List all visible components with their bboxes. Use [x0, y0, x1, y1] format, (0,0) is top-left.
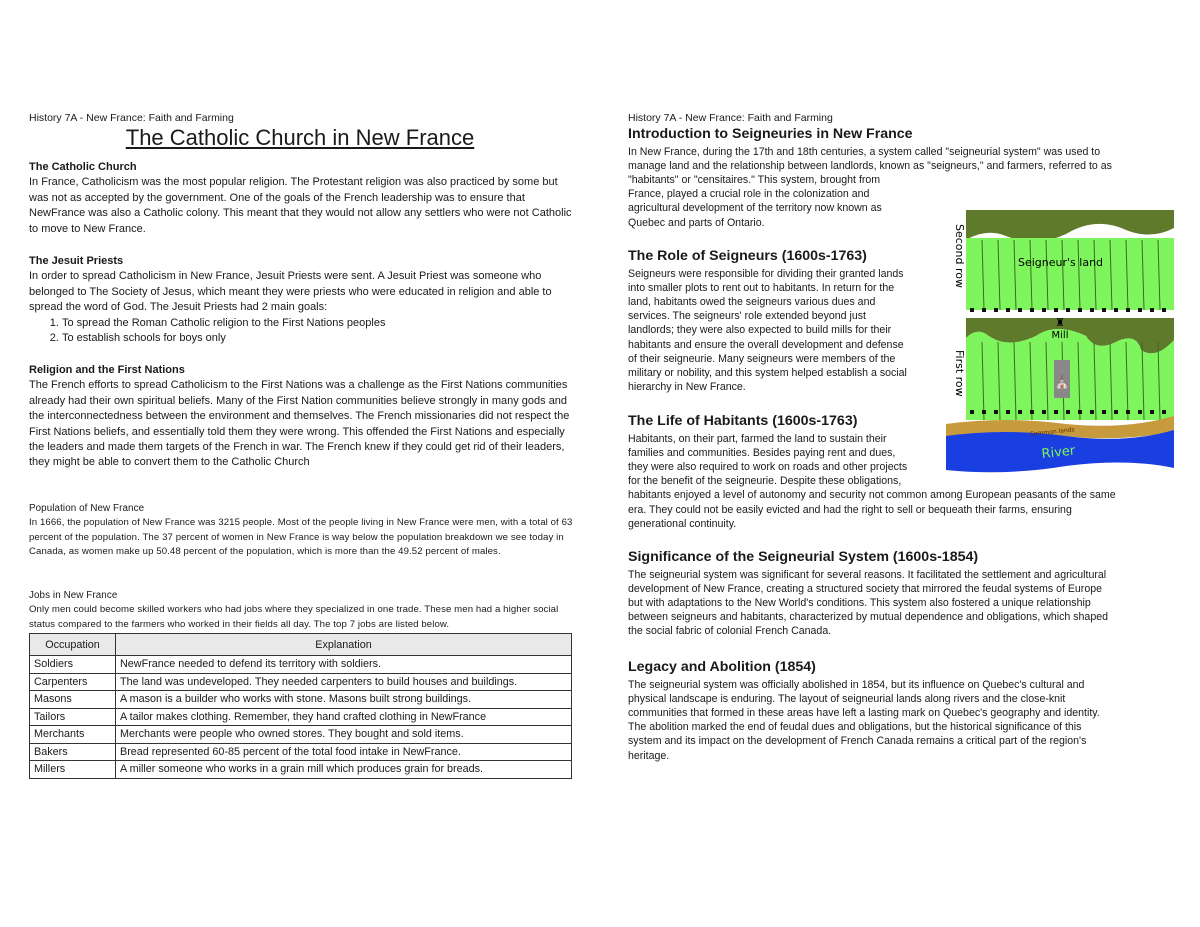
- occupation-cell: Soldiers: [30, 656, 116, 674]
- explanation-cell: The land was undeveloped. They needed carpenters to build houses and buildings.: [116, 673, 572, 691]
- text-line: of their seigneurie. Many seigneurs were members of the: [628, 352, 896, 365]
- explanation-cell: NewFrance needed to defend its territory with soldiers.: [116, 656, 572, 674]
- text-line: between seigneurs and habitants, characterized by mutual dependence and obligations, which shaped: [628, 611, 1108, 624]
- text-line: hierarchy in New France.: [628, 380, 746, 393]
- house-marker: [1042, 410, 1046, 414]
- seigneur-land-label: Seigneur's land: [1018, 256, 1104, 269]
- section-heading: Population of New France: [29, 503, 145, 514]
- section-body: In order to spread Catholicism in New France, Jesuit Priests were sent. A Jesuit Priest was someone who belonged to The Society of Jesus, which meant they were priests who were educated in religion and able to spread the word of God. The Jesuit Priests had 2 main goals:: [29, 270, 552, 314]
- explanation-cell: Merchants were people who owned stores. They bought and sold items.: [116, 726, 572, 744]
- text-line: services. The seigneurs' role extended beyond just: [628, 310, 866, 323]
- house-marker: [1102, 308, 1106, 312]
- section-heading: The Role of Seigneurs (1600s-1763): [628, 248, 867, 264]
- section-body: In 1666, the population of New France was 3215 people. Most of the people living in New France were men, with a total of 63 percent of the population. The 37 percent of women in New France is way below the population breakdown we see today in Canada, as women make up 50.48 percent of the population, which is more than the 49.52 percent of males.: [29, 517, 573, 557]
- house-marker: [1006, 308, 1010, 312]
- list-item: 2. To establish schools for boys only: [62, 331, 574, 346]
- house-marker: [1090, 308, 1094, 312]
- house-marker: [1102, 410, 1106, 414]
- text-line: for the benefit of the seigneurie. Despite these obligations,: [628, 475, 902, 488]
- church-icon: ⛪: [1054, 375, 1070, 389]
- section-body: In France, Catholicism was the most popular religion. The Protestant religion was also practiced by some but was not as accepted by the government. One of the goals of the French leadership was to ensure that NewFrance was also a Catholic colony. This meant that they would not allow any settlers who were not Catholic to move to New France.: [29, 176, 572, 235]
- jobs-table: [29, 633, 572, 779]
- house-marker: [994, 308, 998, 312]
- table-row: [30, 726, 572, 744]
- house-marker: [982, 308, 986, 312]
- text-line: they were also required to work on roads and other projects: [628, 461, 908, 474]
- house-marker: [1066, 308, 1070, 312]
- house-marker: [1030, 410, 1034, 414]
- column-header: Explanation: [116, 634, 572, 656]
- jobs-section: [29, 589, 574, 632]
- house-marker: [970, 308, 974, 312]
- table-row: [30, 743, 572, 761]
- mill-icon: ♜: [1055, 316, 1065, 329]
- forest-top: [966, 210, 1174, 242]
- occupation-cell: Carpenters: [30, 673, 116, 691]
- seigneury-map: [946, 210, 1176, 478]
- text-line: Seigneurs were responsible for dividing their granted lands: [628, 268, 904, 281]
- house-marker: [1018, 410, 1022, 414]
- common-lands-label: Common lands: [1029, 426, 1075, 438]
- second-row-label: Second row: [953, 224, 966, 288]
- table-row: [30, 691, 572, 709]
- occupation-cell: Tailors: [30, 708, 116, 726]
- text-line: heritage.: [628, 749, 670, 762]
- house-marker: [1042, 308, 1046, 312]
- page-title: The Catholic Church in New France: [125, 125, 475, 150]
- text-line: The seigneurial system was officially abolished in 1854, but its influence on Quebec's cultural and: [628, 679, 1085, 692]
- explanation-cell: A mason is a builder who works with stone. Masons built strong buildings.: [116, 691, 572, 709]
- text-line: but with adaptations to the New World's conditions. This system also fostered a unique relationship: [628, 597, 1091, 610]
- text-line: military or nobility, and this system helped establish a social: [628, 366, 907, 379]
- section-body: The French efforts to spread Catholicism to the First Nations was a challenge as the First Nations communities already had their own spiritual beliefs. Many of the First Nation communities believe strongly in many gods and the interconnectedness between the environment and themselves. The French missionaries did not respect the First Nations beliefs, and essentially told them they were wrong. This offended the First Nations and especially the leaders and made them targets of the French in war. The French knew if they could get rid of their leaders, they might be able to convert them to the Catholic Church: [29, 379, 570, 469]
- section-heading: Jobs in New France: [29, 590, 118, 601]
- text-line: era. They could not be easily evicted and had the right to sell or bequeath their farms, ensuring: [628, 503, 1072, 516]
- text-line: communities that formed in these areas have left a lasting mark on Quebec's geography and identity.: [628, 707, 1100, 720]
- explanation-cell: A miller someone who works in a grain mill which produces grain for breads.: [116, 761, 572, 779]
- first-row-label: First row: [953, 350, 966, 397]
- section-body: Only men could become skilled workers who had jobs where they specialized in one trade. These men had a higher social status compared to the farmers who worked in their fields all day. The top 7 jobs are listed below.: [29, 604, 559, 630]
- house-marker: [1138, 308, 1142, 312]
- section-heading: Legacy and Abolition (1854): [628, 659, 816, 675]
- table-row: [30, 761, 572, 779]
- house-marker: [994, 410, 998, 414]
- house-marker: [1090, 410, 1094, 414]
- left-page-header: History 7A - New France: Faith and Farming: [29, 112, 234, 124]
- text-line: landlords; they were also expected to build mills for their: [628, 324, 892, 337]
- house-marker: [1126, 308, 1130, 312]
- mill-label: Mill: [1051, 330, 1069, 341]
- house-marker: [1114, 410, 1118, 414]
- house-marker: [1150, 308, 1154, 312]
- text-line: habitants enjoyed a level of autonomy and security not common among European peasants of the same: [628, 489, 1116, 502]
- section-heading: The Catholic Church: [29, 161, 137, 173]
- text-line: into smaller plots to rent out to habitants. In return for the: [628, 282, 895, 295]
- role-section: [628, 249, 907, 394]
- house-marker: [1018, 308, 1022, 312]
- house-marker: [1078, 410, 1082, 414]
- text-line: The seigneurial system was significant for several reasons. It facilitated the settlement and agricultural: [628, 569, 1107, 582]
- house-marker: [1114, 308, 1118, 312]
- list-item: 1. To spread the Roman Catholic religion to the First Nations peoples: [62, 316, 574, 331]
- text-line: The abolition marked the end of feudal dues and obligations, but the historical significance of this: [628, 721, 1082, 734]
- text-line: development of New France, creating a structured society that mirrored the feudal systems of Europe: [628, 583, 1103, 596]
- catholic-church-section: [29, 160, 574, 237]
- house-marker: [1126, 410, 1130, 414]
- text-line: land, habitants owed the seigneurs various dues and: [628, 296, 876, 309]
- table-row: [30, 708, 572, 726]
- section-heading: The Life of Habitants (1600s-1763): [628, 413, 858, 429]
- text-line: manage land and the relationship between landlords, known as "seigneurs," and farmers, referred to as: [628, 160, 1112, 173]
- explanation-cell: Bread represented 60-85 percent of the total food intake in NewFrance.: [116, 743, 572, 761]
- text-line: generational continuity.: [628, 517, 737, 530]
- text-line: families and communities. Besides paying rent and dues,: [628, 447, 896, 460]
- section-heading: The Jesuit Priests: [29, 255, 124, 267]
- jesuit-section: [29, 254, 574, 346]
- house-marker: [1162, 308, 1166, 312]
- table-row: [30, 673, 572, 691]
- section-heading: Religion and the First Nations: [29, 364, 185, 376]
- occupation-cell: Masons: [30, 691, 116, 709]
- house-marker: [1054, 308, 1058, 312]
- table-row: [30, 656, 572, 674]
- column-header: Occupation: [30, 634, 116, 656]
- occupation-cell: Merchants: [30, 726, 116, 744]
- text-line: the social fabric of colonial French Canada.: [628, 625, 832, 638]
- occupation-cell: Bakers: [30, 743, 116, 761]
- population-section: [29, 502, 574, 559]
- text-line: Quebec and parts of Ontario.: [628, 216, 765, 229]
- house-marker: [1030, 308, 1034, 312]
- house-marker: [1006, 410, 1010, 414]
- house-marker: [1066, 410, 1070, 414]
- explanation-cell: A tailor makes clothing. Remember, they hand crafted clothing in NewFrance: [116, 708, 572, 726]
- significance-section: [628, 550, 1108, 639]
- house-marker: [982, 410, 986, 414]
- text-line: agricultural development of the territory now known as: [628, 202, 882, 215]
- religion-section: [29, 363, 574, 471]
- right-page-header: History 7A - New France: Faith and Farming: [628, 112, 833, 124]
- river-label: River: [1040, 443, 1076, 462]
- house-marker: [1054, 410, 1058, 414]
- legacy-section: [628, 660, 1100, 763]
- occupation-cell: Millers: [30, 761, 116, 779]
- house-marker: [1078, 308, 1082, 312]
- text-line: Habitants, on their part, farmed the land to sustain their: [628, 433, 887, 446]
- table-header-row: [30, 634, 572, 656]
- goals-list: [29, 316, 574, 347]
- house-marker: [1150, 410, 1154, 414]
- text-line: In New France, during the 17th and 18th centuries, a system called "seigneurial system" was used to: [628, 146, 1101, 159]
- house-marker: [1138, 410, 1142, 414]
- text-line: system and its impact on the development of French Canada remains a critical part of the region's: [628, 735, 1087, 748]
- text-line: physical landscape is enduring. The layout of seigneurial lands along rivers and the close-knit: [628, 693, 1066, 706]
- house-marker: [1162, 410, 1166, 414]
- house-marker: [970, 410, 974, 414]
- text-line: "habitants" or "censitaires." This system, brought from: [628, 174, 881, 187]
- text-line: France, played a crucial role in the colonization and: [628, 188, 870, 201]
- section-heading: Introduction to Seigneuries in New France: [628, 126, 913, 142]
- section-heading: Significance of the Seigneurial System (1600s-1854): [628, 549, 979, 565]
- text-line: habitants and ensure the overall development and defense: [628, 338, 904, 351]
